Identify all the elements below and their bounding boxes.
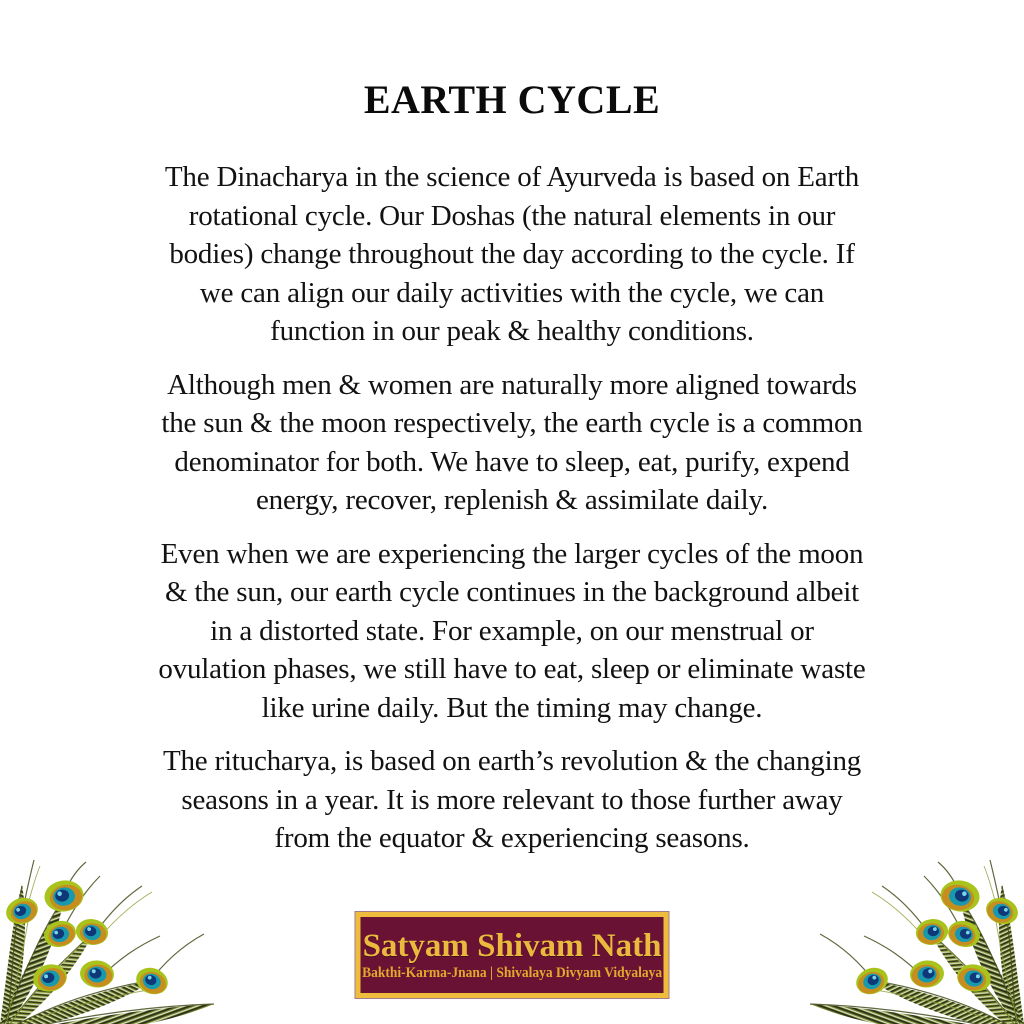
paragraph-ritucharya: The ritucharya, is based on earth’s revolution & the changing seasons in a year. It is more relevant to those further away from the equator & experiencing seasons. (162, 745, 862, 854)
peacock-feathers-left-icon (0, 854, 222, 1024)
brand-banner (356, 912, 669, 998)
paragraph-men-women: Although men & women are naturally more aligned towards the sun & the moon respectively, the earth cycle is a common denominator for both. We have to sleep, eat, purify, expend energy, recover, replenish & assimilate daily. (161, 368, 863, 516)
brand-name: Satyam Shivam Nath (362, 927, 662, 964)
peacock-feathers-right-icon (802, 854, 1024, 1024)
paragraph-dinacharya: The Dinacharya in the science of Ayurveda is based on Earth rotational cycle. Our Doshas (the natural elements in our bodies) change throughout the day according to the cycle. If we can align our daily activities with the cycle, we can function in our peak & healthy conditions. (164, 161, 860, 347)
brand-tagline: Bakthi-Karma-Jnana | Shivalaya Divyam Vidyalaya (361, 964, 663, 981)
page-title: EARTH CYCLE (363, 77, 661, 122)
article (62, 0, 962, 873)
paragraph-larger-cycles: Even when we are experiencing the larger cycles of the moon & the sun, our earth cycle continues in the background albeit in a distorted state. For example, on our menstrual or ovulation phases, we still have to eat, sleep or eliminate waste like urine daily. But the timing may change. (158, 537, 866, 724)
